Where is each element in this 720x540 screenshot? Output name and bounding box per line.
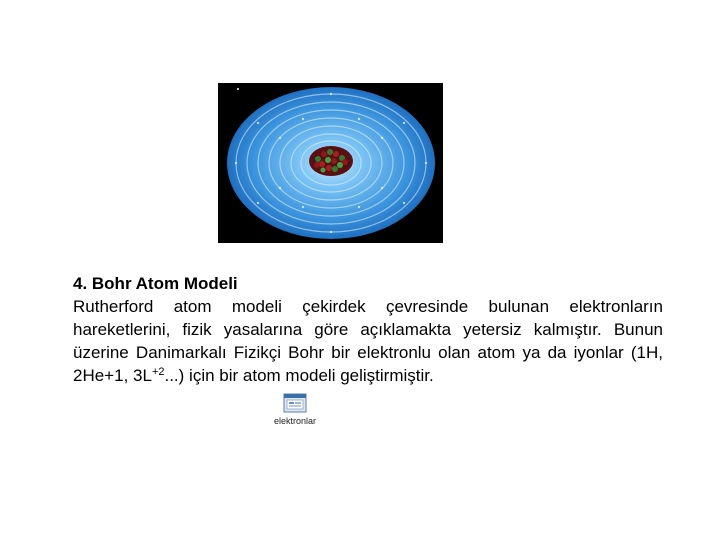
elektronlar-attachment[interactable]	[268, 391, 322, 431]
slide-heading: 4. Bohr Atom Modeli	[73, 274, 238, 293]
slide-paragraph	[73, 295, 663, 387]
speck	[237, 88, 239, 90]
paragraph-main: Rutherford atom modeli çekirdek çevresinde bulunan elektronların hareketlerini, fizik yasalarına göre açıklamakta yetersiz kalmıştır. Bunun üzerine Danimarkalı Fizikçi Bohr bir elektronlu olan atom ya da iyonlar (1H, 2He+1, 3L	[73, 297, 663, 385]
bohr-atom-illustration	[218, 83, 443, 243]
video-file-icon	[283, 391, 307, 415]
slide-text	[73, 272, 663, 387]
paragraph-end: ...) için bir atom modeli geliştirmiştir.	[164, 366, 434, 385]
paragraph-superscript: +2	[151, 366, 165, 378]
atom-model-image	[218, 83, 443, 243]
nucleus	[309, 146, 353, 176]
attachment-label: elektronlar	[273, 416, 317, 426]
